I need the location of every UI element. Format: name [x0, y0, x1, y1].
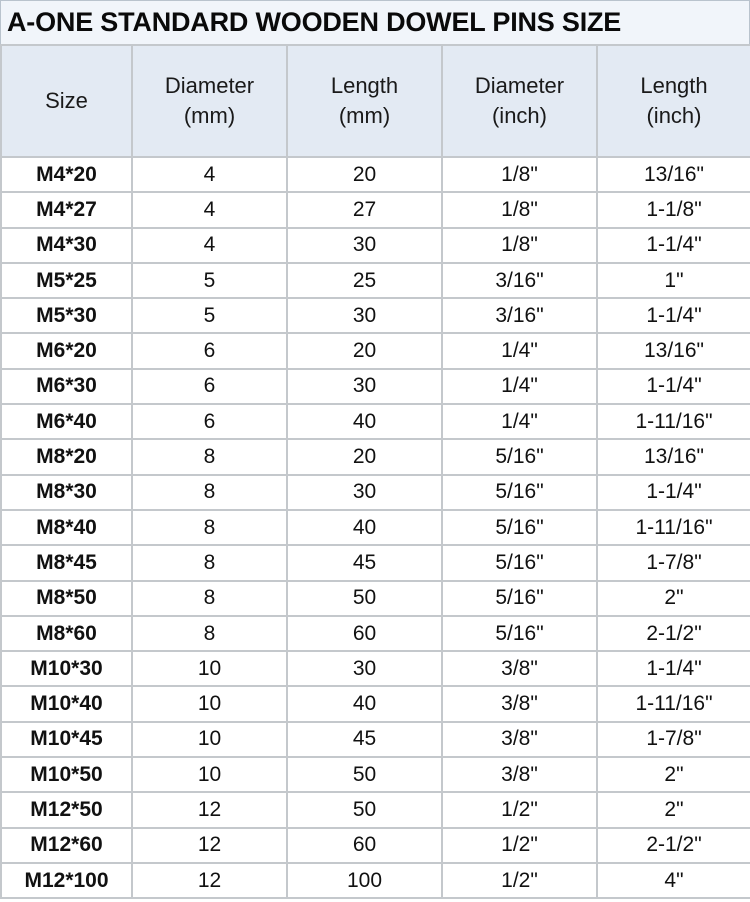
length-inch-cell: 1-11/16" — [597, 404, 750, 439]
table-header — [1, 45, 750, 157]
length-inch-cell: 13/16" — [597, 439, 750, 474]
diameter-inch-cell: 3/8" — [442, 757, 597, 792]
size-cell: M4*20 — [1, 157, 132, 192]
table-row — [1, 651, 750, 686]
diameter-mm-cell: 12 — [132, 863, 287, 898]
diameter-inch-cell: 1/2" — [442, 792, 597, 827]
length-inch-cell: 1-1/4" — [597, 651, 750, 686]
size-cell: M12*100 — [1, 863, 132, 898]
length-inch-cell: 1-11/16" — [597, 686, 750, 721]
diameter-mm-cell: 12 — [132, 792, 287, 827]
table-row — [1, 263, 750, 298]
length-inch-cell: 2" — [597, 792, 750, 827]
diameter-inch-cell: 5/16" — [442, 545, 597, 580]
diameter-inch-cell: 1/4" — [442, 333, 597, 368]
header-length-mm-line2: (mm) — [338, 103, 391, 128]
header-length-inch-line1: Length — [640, 73, 708, 98]
diameter-mm-cell: 10 — [132, 686, 287, 721]
header-length-mm — [287, 45, 442, 157]
length-mm-cell: 30 — [287, 298, 442, 333]
length-mm-cell: 40 — [287, 686, 442, 721]
length-inch-cell: 13/16" — [597, 157, 750, 192]
title-bar — [0, 0, 750, 44]
diameter-inch-cell: 3/8" — [442, 686, 597, 721]
diameter-mm-cell: 8 — [132, 510, 287, 545]
table-row — [1, 686, 750, 721]
dowel-size-table — [0, 44, 750, 899]
diameter-inch-cell: 5/16" — [442, 581, 597, 616]
length-mm-cell: 50 — [287, 792, 442, 827]
table-row — [1, 792, 750, 827]
size-cell: M5*30 — [1, 298, 132, 333]
table-row — [1, 404, 750, 439]
diameter-inch-cell: 3/16" — [442, 298, 597, 333]
diameter-mm-cell: 4 — [132, 192, 287, 227]
length-inch-cell: 1-1/4" — [597, 369, 750, 404]
size-cell: M10*40 — [1, 686, 132, 721]
header-size — [1, 45, 132, 157]
length-mm-cell: 20 — [287, 333, 442, 368]
header-diameter-inch — [442, 45, 597, 157]
length-inch-cell: 1-1/4" — [597, 228, 750, 263]
size-cell: M8*30 — [1, 475, 132, 510]
table-row — [1, 863, 750, 898]
size-cell: M10*30 — [1, 651, 132, 686]
size-cell: M6*30 — [1, 369, 132, 404]
diameter-inch-cell: 1/4" — [442, 369, 597, 404]
length-inch-cell: 2-1/2" — [597, 828, 750, 863]
diameter-mm-cell: 12 — [132, 828, 287, 863]
diameter-mm-cell: 6 — [132, 369, 287, 404]
length-mm-cell: 50 — [287, 757, 442, 792]
length-mm-cell: 30 — [287, 369, 442, 404]
diameter-mm-cell: 8 — [132, 581, 287, 616]
diameter-mm-cell: 8 — [132, 439, 287, 474]
table-row — [1, 545, 750, 580]
header-length-inch-line2: (inch) — [646, 103, 702, 128]
length-mm-cell: 50 — [287, 581, 442, 616]
length-inch-cell: 1" — [597, 263, 750, 298]
diameter-inch-cell: 1/8" — [442, 157, 597, 192]
length-inch-cell: 1-7/8" — [597, 545, 750, 580]
size-cell: M8*40 — [1, 510, 132, 545]
diameter-inch-cell: 5/16" — [442, 616, 597, 651]
diameter-inch-cell: 5/16" — [442, 475, 597, 510]
diameter-mm-cell: 5 — [132, 263, 287, 298]
diameter-mm-cell: 10 — [132, 757, 287, 792]
size-cell: M10*45 — [1, 722, 132, 757]
diameter-inch-cell: 3/8" — [442, 651, 597, 686]
size-cell: M10*50 — [1, 757, 132, 792]
size-cell: M8*45 — [1, 545, 132, 580]
diameter-inch-cell: 1/2" — [442, 863, 597, 898]
size-cell: M8*20 — [1, 439, 132, 474]
diameter-inch-cell: 1/8" — [442, 228, 597, 263]
length-inch-cell: 1-7/8" — [597, 722, 750, 757]
table-row — [1, 298, 750, 333]
diameter-mm-cell: 6 — [132, 404, 287, 439]
length-inch-cell: 1-1/8" — [597, 192, 750, 227]
length-mm-cell: 60 — [287, 828, 442, 863]
length-mm-cell: 45 — [287, 545, 442, 580]
length-inch-cell: 4" — [597, 863, 750, 898]
header-diameter-mm-line1: Diameter — [164, 73, 255, 98]
diameter-mm-cell: 8 — [132, 545, 287, 580]
table-row — [1, 828, 750, 863]
length-mm-cell: 30 — [287, 475, 442, 510]
diameter-mm-cell: 4 — [132, 157, 287, 192]
length-inch-cell: 13/16" — [597, 333, 750, 368]
length-inch-cell: 1-1/4" — [597, 298, 750, 333]
size-cell: M4*30 — [1, 228, 132, 263]
diameter-inch-cell: 1/2" — [442, 828, 597, 863]
size-cell: M12*60 — [1, 828, 132, 863]
table-row — [1, 439, 750, 474]
diameter-inch-cell: 5/16" — [442, 510, 597, 545]
length-inch-cell: 1-1/4" — [597, 475, 750, 510]
table-row — [1, 475, 750, 510]
table-row — [1, 510, 750, 545]
length-inch-cell: 2-1/2" — [597, 616, 750, 651]
diameter-mm-cell: 4 — [132, 228, 287, 263]
length-mm-cell: 100 — [287, 863, 442, 898]
size-cell: M6*40 — [1, 404, 132, 439]
diameter-mm-cell: 8 — [132, 616, 287, 651]
size-cell: M12*50 — [1, 792, 132, 827]
table-row — [1, 616, 750, 651]
table-row — [1, 333, 750, 368]
size-cell: M4*27 — [1, 192, 132, 227]
header-diameter-mm — [132, 45, 287, 157]
length-inch-cell: 1-11/16" — [597, 510, 750, 545]
length-mm-cell: 40 — [287, 404, 442, 439]
length-mm-cell: 60 — [287, 616, 442, 651]
table-body — [1, 157, 750, 898]
header-diameter-inch-line2: (inch) — [491, 103, 547, 128]
length-inch-cell: 2" — [597, 757, 750, 792]
header-length-inch — [597, 45, 750, 157]
table-row — [1, 157, 750, 192]
size-cell: M8*50 — [1, 581, 132, 616]
header-row — [1, 45, 750, 157]
header-size-label: Size — [45, 88, 88, 113]
table-row — [1, 581, 750, 616]
table-row — [1, 757, 750, 792]
length-mm-cell: 25 — [287, 263, 442, 298]
diameter-mm-cell: 10 — [132, 722, 287, 757]
diameter-mm-cell: 5 — [132, 298, 287, 333]
length-mm-cell: 45 — [287, 722, 442, 757]
length-mm-cell: 40 — [287, 510, 442, 545]
length-mm-cell: 20 — [287, 157, 442, 192]
length-mm-cell: 30 — [287, 651, 442, 686]
diameter-mm-cell: 8 — [132, 475, 287, 510]
length-inch-cell: 2" — [597, 581, 750, 616]
diameter-inch-cell: 1/4" — [442, 404, 597, 439]
header-diameter-mm-line2: (mm) — [183, 103, 236, 128]
table-row — [1, 192, 750, 227]
size-cell: M5*25 — [1, 263, 132, 298]
header-length-mm-line1: Length — [330, 73, 399, 98]
length-mm-cell: 30 — [287, 228, 442, 263]
table-row — [1, 369, 750, 404]
diameter-inch-cell: 3/8" — [442, 722, 597, 757]
size-cell: M8*60 — [1, 616, 132, 651]
size-cell: M6*20 — [1, 333, 132, 368]
header-diameter-inch-line1: Diameter — [474, 73, 565, 98]
diameter-mm-cell: 10 — [132, 651, 287, 686]
diameter-inch-cell: 3/16" — [442, 263, 597, 298]
diameter-inch-cell: 5/16" — [442, 439, 597, 474]
page-title: A-ONE STANDARD WOODEN DOWEL PINS SIZE — [7, 7, 622, 37]
table-row — [1, 228, 750, 263]
diameter-mm-cell: 6 — [132, 333, 287, 368]
length-mm-cell: 20 — [287, 439, 442, 474]
table-row — [1, 722, 750, 757]
length-mm-cell: 27 — [287, 192, 442, 227]
diameter-inch-cell: 1/8" — [442, 192, 597, 227]
